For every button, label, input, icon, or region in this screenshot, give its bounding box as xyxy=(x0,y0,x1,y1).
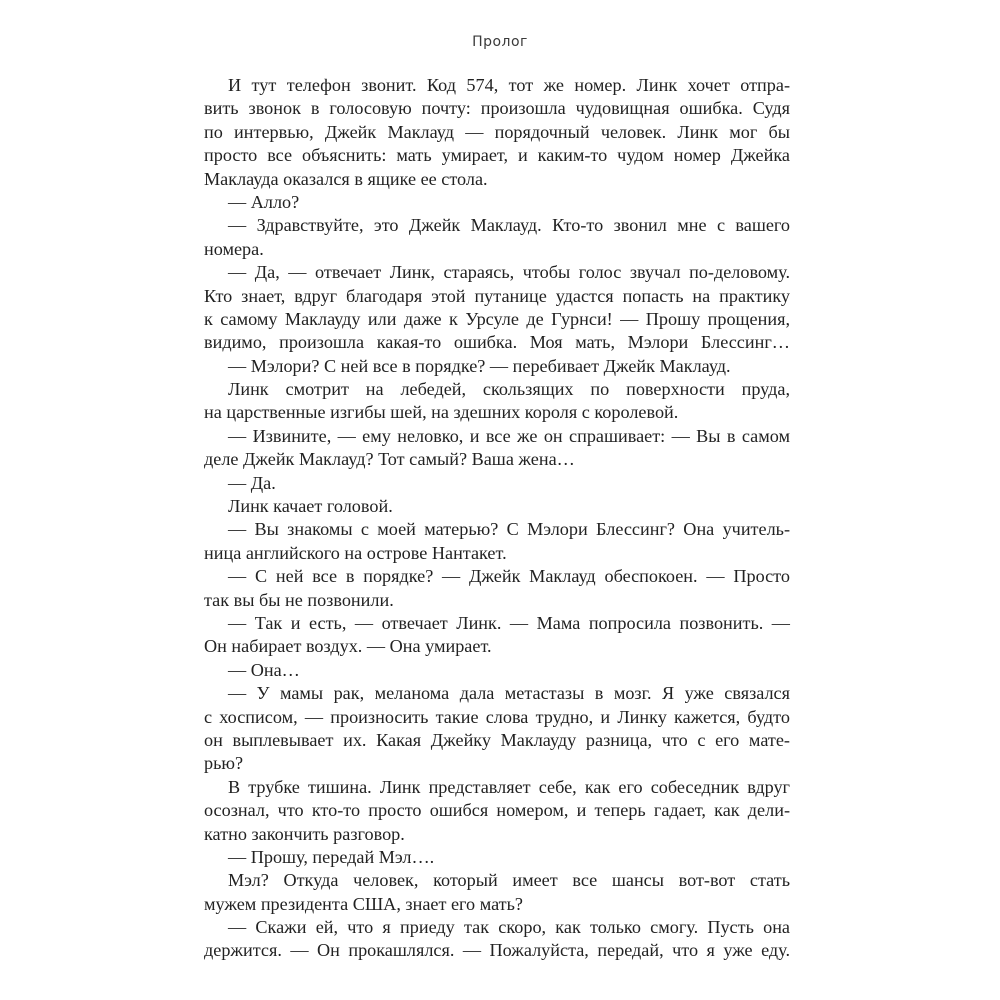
text-line: — Да. xyxy=(228,472,276,493)
body-text xyxy=(204,74,790,963)
text-line: катно закончить разговор. xyxy=(204,823,405,844)
text-line: — У мамы рак, меланома дала метастазы в мозг. Я уже связался xyxy=(228,683,790,704)
text-line: рью? xyxy=(204,753,244,774)
text-line: Мэл? Откуда человек, который имеет все шансы вот-вот стать xyxy=(228,870,790,891)
text-line: — Алло? xyxy=(228,191,300,212)
text-line: осознал, что кто-то просто ошибся номером, и теперь гадает, как дели- xyxy=(204,800,790,821)
text-line: — Прошу, передай Мэл…. xyxy=(228,846,435,867)
text-line: Он набирает воздух. — Она умирает. xyxy=(204,636,492,657)
text-line: Линк качает головой. xyxy=(228,496,393,517)
text-line: — Она… xyxy=(228,659,300,680)
text-line: Маклауда оказался в ящике ее стола. xyxy=(204,168,488,189)
text-line: просто все объяснить: мать умирает, и каким-то чудом номер Джейка xyxy=(204,145,790,166)
text-line: — Мэлори? С ней все в порядке? — перебивает Джейк Маклауд. xyxy=(228,355,731,376)
text-line: держится. — Он прокашлялся. — Пожалуйста, передай, что я уже еду. xyxy=(204,940,790,961)
text-line: — Извините, — ему неловко, и все же он спрашивает: — Вы в самом xyxy=(228,425,790,446)
text-line: так вы бы не позвонили. xyxy=(204,589,394,610)
text-line: ница английского на острове Нантакет. xyxy=(204,542,507,563)
running-header: Пролог xyxy=(472,34,528,50)
text-line: — Вы знакомы с моей матерью? С Мэлори Блессинг? Она учитель- xyxy=(228,519,790,540)
text-line: с хосписом, — произносить такие слова трудно, и Линку кажется, будто xyxy=(204,706,790,727)
text-line: — Здравствуйте, это Джейк Маклауд. Кто-то звонил мне с вашего xyxy=(228,215,790,236)
text-line: номера. xyxy=(204,238,264,259)
text-line: В трубке тишина. Линк представляет себе, как его собеседник вдруг xyxy=(228,776,790,797)
text-line: он выплевывает их. Какая Джейку Маклауду разница, что с его мате- xyxy=(204,729,790,750)
text-line: Кто знает, вдруг благодаря этой путанице удастся попасть на практику xyxy=(204,285,790,306)
text-line: И тут телефон звонит. Код 574, тот же номер. Линк хочет отпра- xyxy=(228,75,790,95)
text-line: по интервью, Джейк Маклауд — порядочный человек. Линк мог бы xyxy=(204,121,790,142)
text-line: — Скажи ей, что я приеду так скоро, как только смогу. Пусть она xyxy=(228,917,790,938)
text-line: — С ней все в порядке? — Джейк Маклауд обеспокоен. — Просто xyxy=(228,566,790,587)
text-line: видимо, произошла какая-то ошибка. Моя мать, Мэлори Блессинг… xyxy=(204,332,790,353)
text-line: мужем президента США, знает его мать? xyxy=(204,893,523,914)
text-line: деле Джейк Маклауд? Тот самый? Ваша жена… xyxy=(204,449,575,470)
text-line: к самому Маклауду или даже к Урсуле де Гурнси! — Прошу прощения, xyxy=(204,308,790,329)
text-line: Линк смотрит на лебедей, скользящих по поверхности пруда, xyxy=(228,379,790,400)
text-line: вить звонок в голосовую почту: произошла чудовищная ошибка. Судя xyxy=(204,98,790,119)
text-line: — Так и есть, — отвечает Линк. — Мама попросила позвонить. — xyxy=(228,612,790,633)
text-line: на царственные изгибы шей, на здешних короля с королевой. xyxy=(204,402,679,423)
text-line: — Да, — отвечает Линк, стараясь, чтобы голос звучал по-деловому. xyxy=(228,262,790,283)
